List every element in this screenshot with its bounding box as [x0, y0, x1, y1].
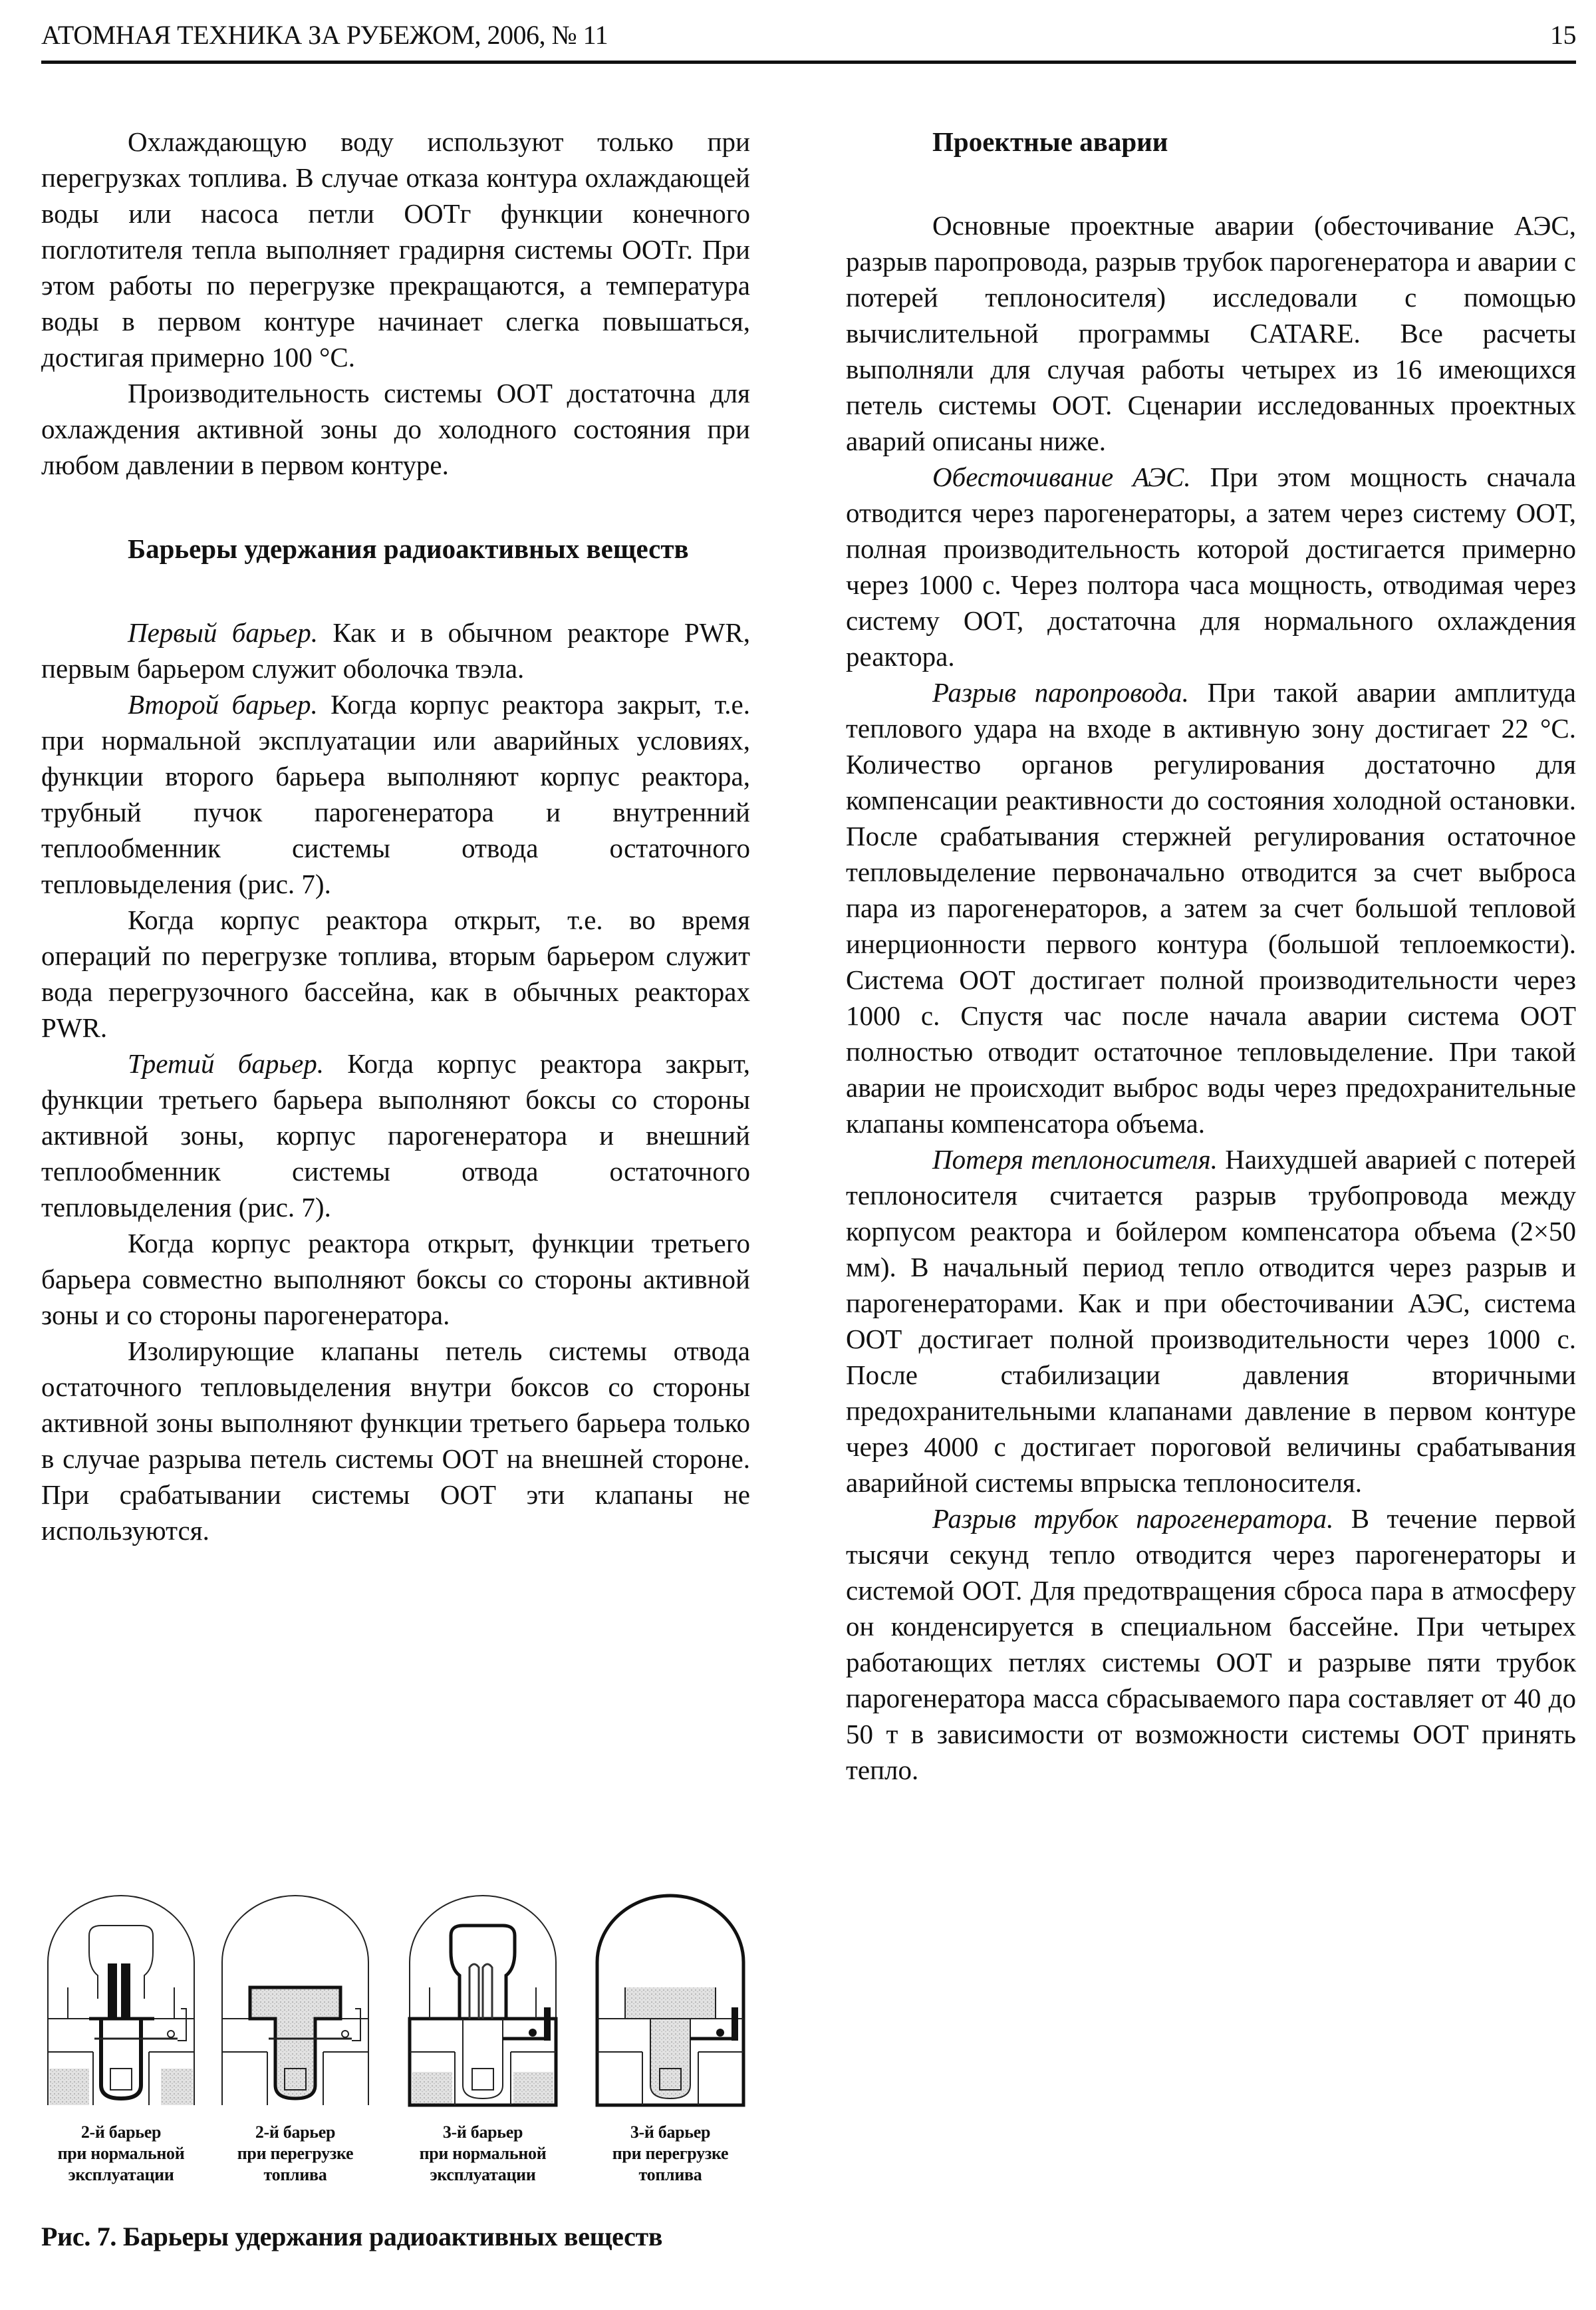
figure-panel-3-label: 3-й барьер при нормальной эксплуатации	[419, 2122, 547, 2184]
run-in-title: Обесточивание АЭС.	[932, 462, 1191, 492]
reactor-containment-diagram-icon	[41, 1889, 201, 2108]
reactor-containment-diagram-icon	[215, 1889, 375, 2108]
running-head	[41, 19, 1576, 52]
run-in-title: Второй барьер.	[128, 689, 318, 720]
paragraph-blackout: Обесточивание АЭС. При этом мощность сначала отводится через парогенераторы, а затем через систему ООТ, полная производительность которой достигается примерно через 1000 с. Через полтора часа мощность, отводимая через систему ООТ, достаточна для нормального охлаждения реактора.	[846, 462, 1576, 672]
paragraph-sgtr: Разрыв трубок парогенератора. В течение первой тысячи секунд тепло отводится через парогенераторы и системой ООТ. Для предотвращения сброса пара в атмосферу он конденсируется в специальном бассейне. При четырех работающих петлях системы ООТ и разрыве пяти трубок парогенератора масса сбрасываемого пара составляет от 40 до 50 т в зависимости от возможности системы ООТ принять тепло.	[846, 1503, 1576, 1785]
spacer	[41, 567, 750, 615]
paragraph: Охлаждающую воду используют только при перегрузках топлива. В случае отказа контура охлаждающей воды или насоса петли ООТг функции конечного поглотителя тепла выполняет градирня системы ООТг. При этом работы по перегрузке прекращаются, а температура воды в первом контуре начинает слегка повышаться, достигая примерно 100 °С.	[41, 126, 750, 372]
figure-panel-4-label: 3-й барьер при перегрузке топлива	[612, 2122, 729, 2184]
run-in-title: Потеря теплоносителя.	[932, 1144, 1218, 1175]
figure-7	[41, 1889, 750, 2261]
paragraph-steamline-break: Разрыв паропровода. При такой аварии амплитуда теплового удара на входе в активную зону достигает 22 °С. Количество органов регулирования достаточно для компенсации реактивности до состояния холодной остановки. После срабатывания стержней регулирования остаточное тепловыделение первоначально отводится за счет выброса пара из парогенераторов, а затем за счет большой тепловой инерционности первого контура (большой теплоемкости). Система ООТ достигает полной производительности через 1000 с. Спустя час после начала аварии система ООТ полностью отводит остаточное тепловыделение. При такой аварии не происходит выброс воды через предохранительные клапаны компенсатора объема.	[846, 677, 1576, 1139]
paragraph-third-barrier: Третий барьер. Когда корпус реактора закрыт, функции третьего барьера выполняют боксы со стороны активной зоны, корпус парогенератора и внешний теплообменник системы отвода остаточного тепловыделения (рис. 7).	[41, 1048, 750, 1223]
paragraph: Основные проектные аварии (обесточивание АЭС, разрыв паропровода, разрыв трубок парогенератора и аварии с потерей теплоносителя) исследовали с помощью вычислительной программы CATARE. Все расчеты выполняли для случая работы четырех из 16 имеющихся петель системы ООТ. Сценарии исследованных проектных аварий описаны ниже.	[846, 210, 1576, 456]
figure-panel-2-label: 2-й барьер при перегрузке топлива	[237, 2122, 354, 2184]
journal-title: АТОМНАЯ ТЕХНИКА ЗА РУБЕЖОМ, 2006, № 11	[41, 20, 608, 50]
run-in-title: Третий барьер.	[128, 1048, 325, 1079]
section-heading-design-accidents: Проектные аварии	[932, 126, 1168, 157]
page-number: 15	[1550, 20, 1576, 50]
right-column	[846, 124, 1576, 1788]
run-in-title: Разрыв паропровода.	[932, 677, 1189, 708]
reactor-containment-diagram-icon	[591, 1889, 750, 2108]
run-in-title: Первый барьер.	[128, 617, 318, 648]
paragraph-second-barrier: Второй барьер. Когда корпус реактора закрыт, т.е. при нормальной эксплуатации или аварийных условиях, функции второго барьера выполняют корпус реактора, трубный пучок парогенератора и внутренний теплообменник системы отвода остаточного тепловыделения (рис. 7).	[41, 689, 750, 899]
spacer	[846, 160, 1576, 208]
figure-panel-3	[403, 1889, 563, 2108]
header-rule	[41, 61, 1576, 64]
paragraph: Производительность системы ООТ достаточна для охлаждения активной зоны до холодного состояния при любом давлении в первом контуре.	[41, 378, 750, 480]
paragraph: Изолирующие клапаны петель системы отвода остаточного тепловыделения внутри боксов со стороны активной зоны выполняют функции третьего барьера только в случае разрыва петель системы ООТ на внешней стороне. При срабатывании системы ООТ эти клапаны не используются.	[41, 1336, 750, 1546]
reactor-containment-diagram-icon	[403, 1889, 563, 2108]
section-heading-barriers: Барьеры удержания радиоактивных веществ	[128, 533, 689, 564]
figure-caption: Рис. 7. Барьеры удержания радиоактивных веществ	[41, 2222, 663, 2251]
paragraph: Когда корпус реактора открыт, функции третьего барьера совместно выполняют боксы со стороны активной зоны и со стороны парогенератора.	[41, 1228, 750, 1330]
figure-panels	[41, 1889, 750, 2184]
figure-panel-2	[215, 1889, 375, 2108]
figure-panel-1	[41, 1889, 201, 2108]
paragraph-loca: Потеря теплоносителя. Наихудшей аварией с потерей теплоносителя считается разрыв трубопровода между корпусом реактора и бойлером компенсатора объема (2×50 мм). В начальный период тепло отводится через разрыв и парогенераторами. Как и при обесточивании АЭС, система ООТ достигает полной производительности через 1000 с. После стабилизации давления вторичными предохранительными клапанами давление в первом контуре через 4000 с достигает пороговой величины срабатывания аварийной системы впрыска теплоносителя.	[846, 1144, 1576, 1498]
spacer	[41, 483, 750, 531]
figure-panel-4	[591, 1889, 750, 2108]
left-column	[41, 124, 750, 1548]
figure-panel-1-label: 2-й барьер при нормальной эксплуатации	[57, 2122, 185, 2184]
run-in-title: Разрыв трубок парогенератора.	[932, 1503, 1334, 1534]
paragraph: Когда корпус реактора открыт, т.е. во время операций по перегрузке топлива, вторым барьером служит вода перегрузочного бассейна, как в обычных реакторах PWR.	[41, 905, 750, 1043]
paragraph-first-barrier: Первый барьер. Как и в обычном реакторе PWR, первым барьером служит оболочка твэла.	[41, 617, 750, 684]
